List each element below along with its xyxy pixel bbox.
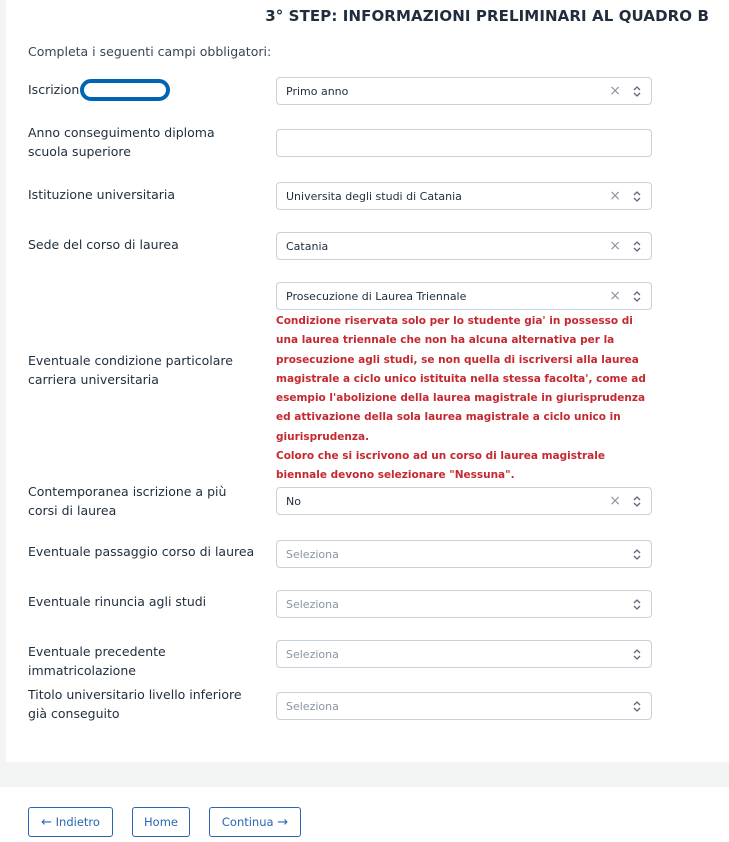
label-istituzione: Istituzione universitaria	[28, 187, 176, 202]
warning-text-2: Coloro che si iscrivono ad un corso di laurea magistrale biennale devono selezionare "Nessuna".	[276, 450, 605, 482]
select-sede[interactable]	[276, 232, 652, 260]
label-iscrizione: Iscrizion	[28, 82, 80, 97]
chevron-updown-icon	[632, 289, 642, 304]
continue-button[interactable]	[209, 807, 301, 837]
page-title: 3° STEP: INFORMAZIONI PRELIMINARI AL QUADRO B	[265, 7, 709, 25]
select-rinuncia[interactable]	[276, 590, 652, 618]
footer-bar	[0, 787, 729, 842]
arrow-right-icon: →	[277, 815, 289, 830]
label-titolo: Titolo universitario livello inferiore già conseguito	[28, 687, 242, 721]
chevron-updown-icon	[632, 699, 642, 714]
back-button-label: Indietro	[55, 815, 100, 829]
chevron-updown-icon	[632, 494, 642, 509]
select-value: Catania	[286, 240, 329, 253]
chevron-updown-icon	[632, 597, 642, 612]
label-sede: Sede del corso di laurea	[28, 237, 179, 252]
select-placeholder: Seleziona	[286, 700, 339, 713]
chevron-updown-icon	[632, 547, 642, 562]
select-condizione[interactable]	[276, 282, 652, 310]
home-button-label: Home	[144, 815, 178, 829]
select-placeholder: Seleziona	[286, 598, 339, 611]
select-value: Universita degli studi di Catania	[286, 190, 462, 203]
chevron-updown-icon	[632, 189, 642, 204]
select-value: No	[286, 495, 301, 508]
arrow-left-icon: ←	[41, 815, 52, 830]
back-button[interactable]	[28, 807, 113, 837]
input-anno-diploma[interactable]	[276, 129, 652, 157]
select-value: Primo anno	[286, 85, 349, 98]
home-button[interactable]	[132, 807, 190, 837]
redaction-mark	[80, 79, 170, 101]
label-condizione: Eventuale condizione particolare carriera universitaria	[28, 353, 233, 387]
chevron-updown-icon	[632, 84, 642, 99]
select-precedente[interactable]	[276, 640, 652, 668]
label-rinuncia: Eventuale rinuncia agli studi	[28, 594, 207, 609]
select-value: Prosecuzione di Laurea Triennale	[286, 290, 467, 303]
chevron-updown-icon	[632, 239, 642, 254]
form-card	[6, 0, 729, 762]
select-titolo[interactable]	[276, 692, 652, 720]
select-placeholder: Seleziona	[286, 648, 339, 661]
label-contemporanea: Contemporanea iscrizione a più corsi di laurea	[28, 484, 227, 518]
select-iscrizione[interactable]	[276, 77, 652, 105]
clear-icon[interactable]: ×	[609, 288, 621, 304]
select-placeholder: Seleziona	[286, 548, 339, 561]
label-anno-diploma: Anno conseguimento diploma scuola superiore	[28, 125, 215, 159]
clear-icon[interactable]: ×	[609, 188, 621, 204]
condition-warning-note	[276, 312, 656, 486]
clear-icon[interactable]: ×	[609, 238, 621, 254]
select-istituzione[interactable]	[276, 182, 652, 210]
continue-button-label: Continua	[221, 815, 274, 829]
select-passaggio[interactable]	[276, 540, 652, 568]
label-precedente: Eventuale precedente immatricolazione	[28, 644, 166, 678]
chevron-updown-icon	[632, 647, 642, 662]
clear-icon[interactable]: ×	[609, 83, 621, 99]
intro-text: Completa i seguenti campi obbligatori:	[28, 44, 272, 59]
warning-text-1: Condizione riservata solo per lo studente gia' in possesso di una laurea triennale che non ha alcuna alternativa per la prosecuzione agli studi, se non quella di iscriversi alla laurea magistrale a ciclo unico istituita nella stessa facolta', come ad esempio l'abolizione della laurea magistrale in giurisprudenza ed attivazione della sola laurea magistrale a ciclo unico in giurisprudenza.	[276, 315, 646, 443]
select-contemporanea[interactable]	[276, 487, 652, 515]
label-passaggio: Eventuale passaggio corso di laurea	[28, 544, 255, 559]
clear-icon[interactable]: ×	[609, 493, 621, 509]
